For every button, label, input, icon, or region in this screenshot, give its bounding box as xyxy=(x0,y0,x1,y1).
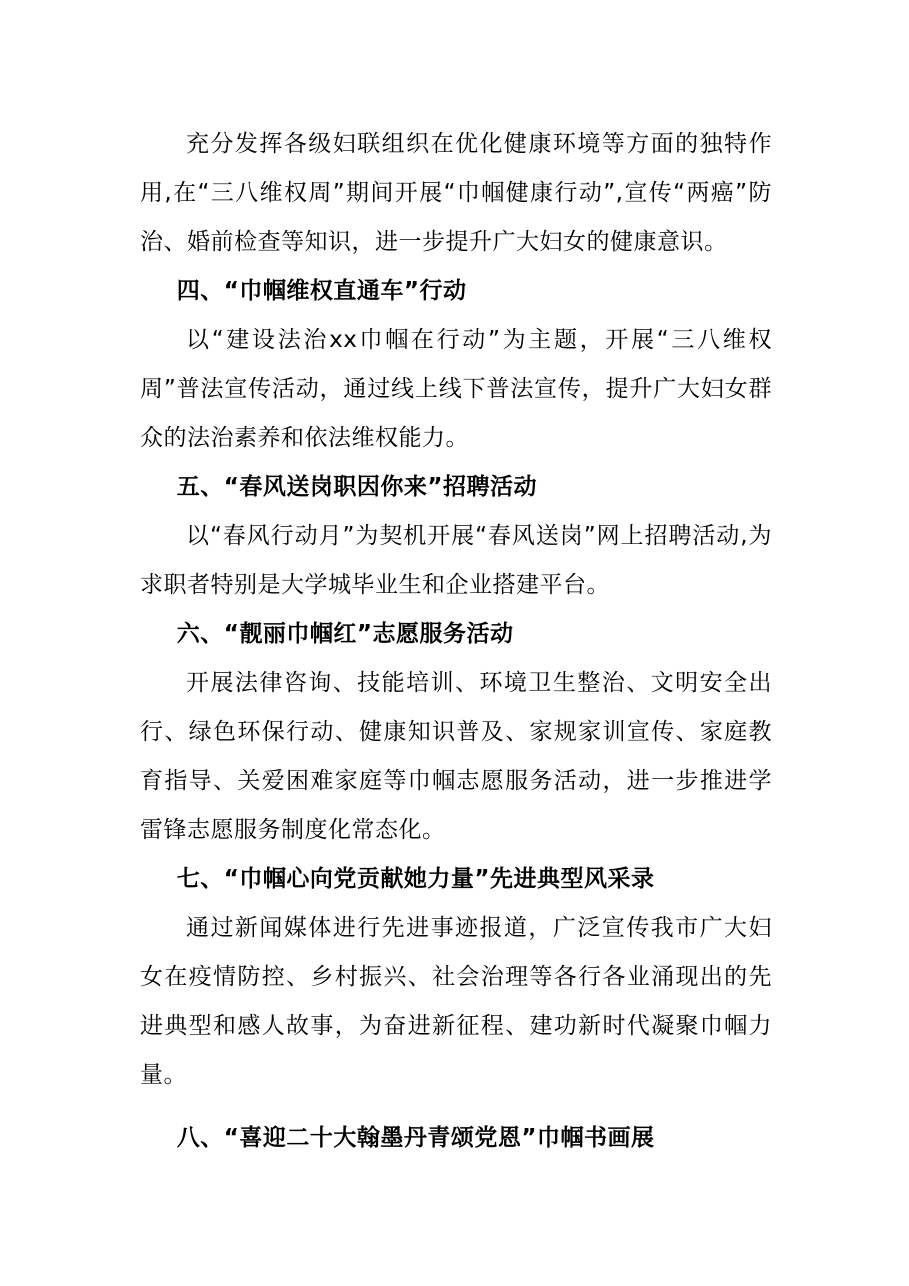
paragraph-role-models: 通过新闻媒体进行先进事迹报道，广泛宣传我市广大妇女在疫情防控、乡村振兴、社会治理等各行各业涌现出的先进典型和感人故事，为奋进新征程、建功新时代凝聚巾帼力量。 xyxy=(140,915,772,1088)
paragraph-legal-rights: 以“建设法治xx巾帼在行动”为主题，开展“三八维权周”普法宣传活动，通过线上线下普法宣传，提升广大妇女群众的法治素养和依法维权能力。 xyxy=(140,327,772,451)
paragraph-volunteer: 开展法律咨询、技能培训、环境卫生整治、文明安全出行、绿色环保行动、健康知识普及、家规家训宣传、家庭教育指导、关爱困难家庭等巾帼志愿服务活动，进一步推进学雷锋志愿服务制度化常态化。 xyxy=(140,670,772,843)
heading-section-5: 五、“春风送岗职因你来”招聘活动 xyxy=(176,474,538,500)
document-page xyxy=(140,120,772,1163)
heading-section-6: 六、“靓丽巾帼红”志愿服务活动 xyxy=(176,621,514,647)
heading-section-8: 八、“喜迎二十大翰墨丹青颂党恩”巾帼书画展 xyxy=(176,1125,655,1151)
heading-section-4: 四、“巾帼维权直通车”行动 xyxy=(176,278,467,304)
heading-section-7: 七、“巾帼心向党贡献她力量”先进典型风采录 xyxy=(176,866,655,892)
paragraph-recruitment: 以“春风行动月”为契机开展“春风送岗”网上招聘活动,为求职者特别是大学城毕业生和企业搭建平台。 xyxy=(140,523,772,598)
paragraph-health-action: 充分发挥各级妇联组织在优化健康环境等方面的独特作用,在“三八维权周”期间开展“巾帼健康行动”,宣传“两癌”防治、婚前检查等知识，进一步提升广大妇女的健康意识。 xyxy=(140,131,772,255)
